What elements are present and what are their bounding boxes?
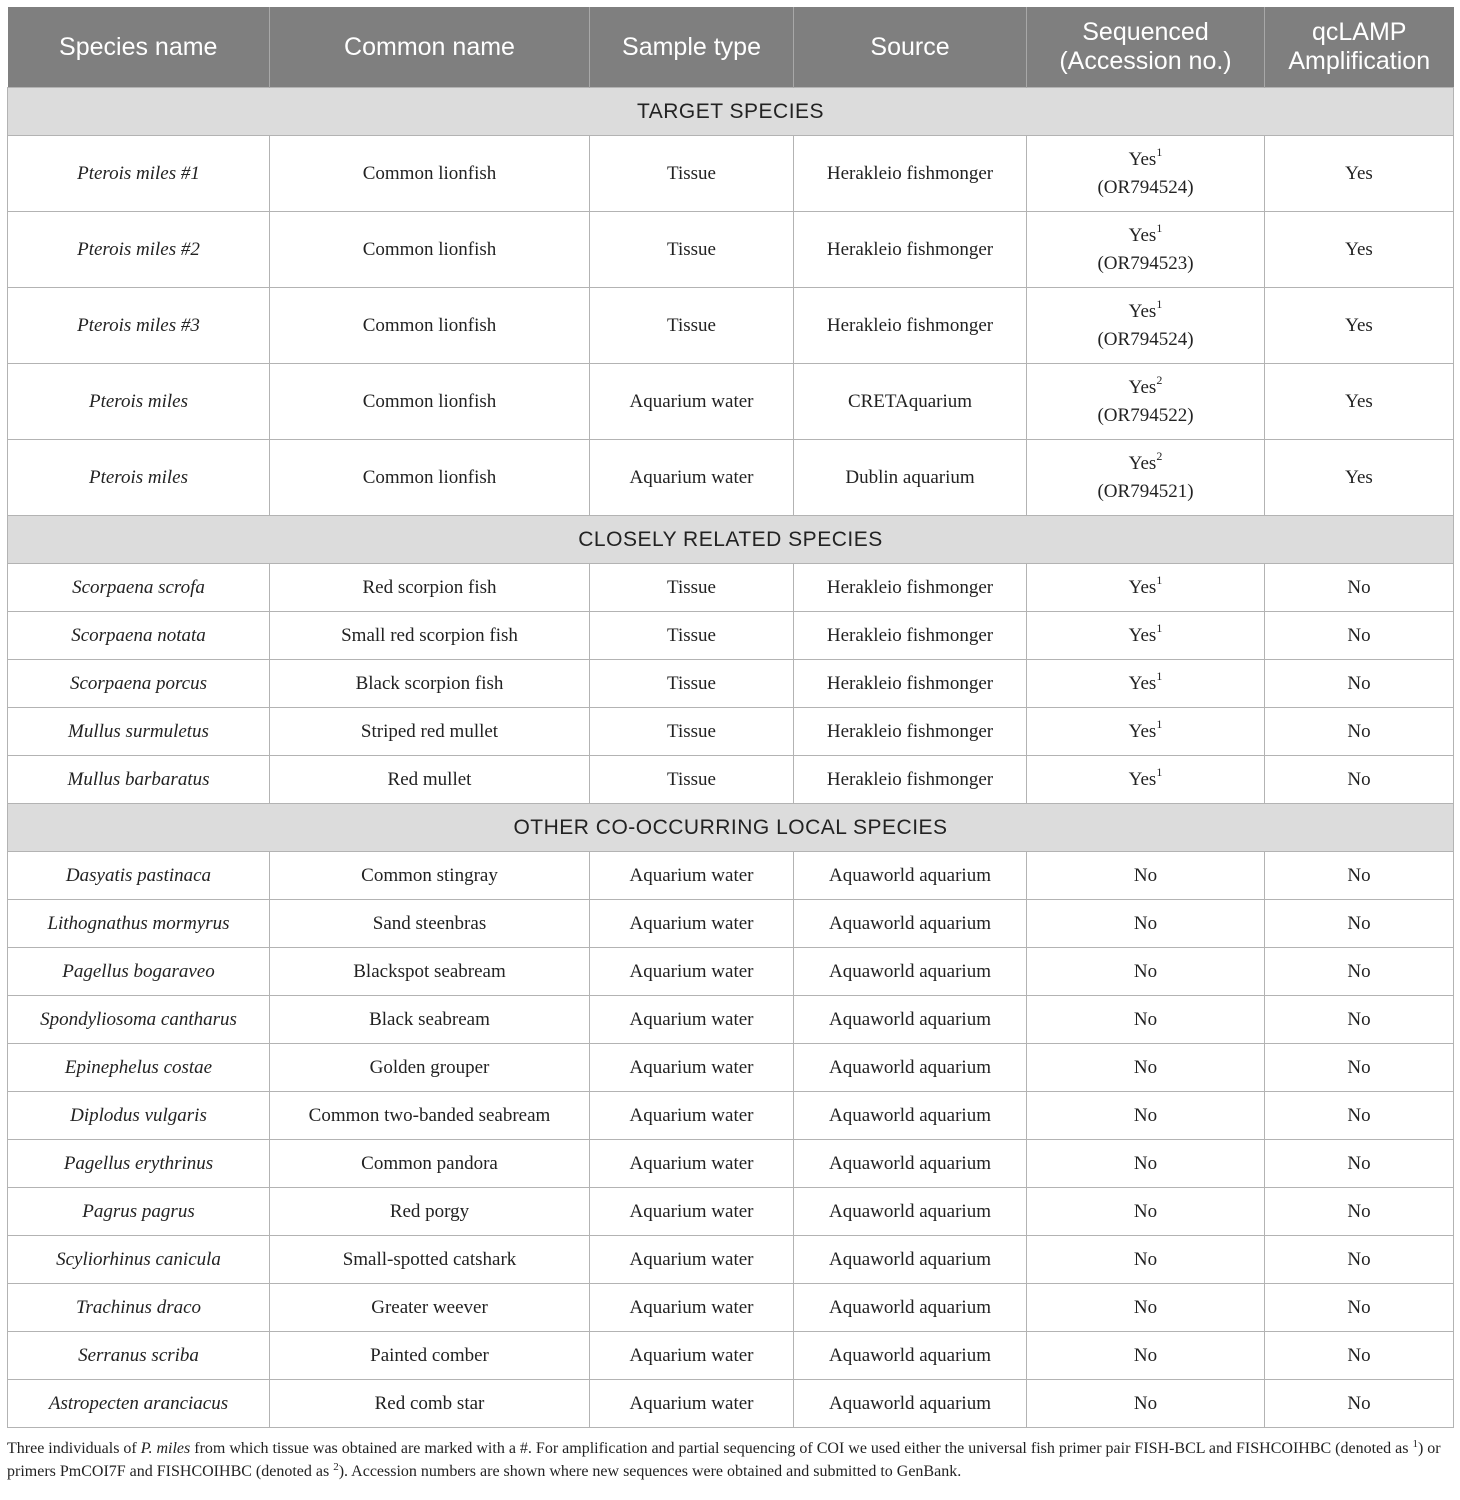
footnote-text-1: Three individuals of	[7, 1440, 141, 1457]
table-row	[8, 1044, 1454, 1092]
primer-superscript: 1	[1156, 668, 1163, 683]
source-cell: Herakleio fishmonger	[794, 212, 1027, 288]
sample-type-cell: Tissue	[590, 708, 794, 756]
source-cell: Herakleio fishmonger	[794, 708, 1027, 756]
sequenced-cell	[1027, 996, 1265, 1044]
amplification-cell: No	[1265, 1092, 1454, 1140]
common-name-cell: Black scorpion fish	[270, 660, 590, 708]
sequenced-value: Yes	[1128, 148, 1157, 170]
sequenced-value: No	[1133, 1248, 1158, 1270]
amplification-cell: No	[1265, 1284, 1454, 1332]
table-row	[8, 900, 1454, 948]
source-cell: Herakleio fishmonger	[794, 136, 1027, 212]
amplification-cell: No	[1265, 852, 1454, 900]
table-row	[8, 288, 1454, 364]
sequenced-cell	[1027, 948, 1265, 996]
sample-type-cell: Aquarium water	[590, 1236, 794, 1284]
primer-superscript: 1	[1156, 296, 1163, 311]
sequenced-cell	[1027, 212, 1265, 288]
species-name-cell: Pagrus pagrus	[8, 1188, 270, 1236]
accession-number: (OR794524)	[1097, 328, 1194, 350]
primer-superscript: 1	[1156, 764, 1163, 779]
sequenced-value: Yes	[1128, 376, 1157, 398]
sequenced-value: No	[1133, 1104, 1158, 1126]
header-sequenced: Sequenced (Accession no.)	[1027, 7, 1265, 88]
common-name-cell: Red porgy	[270, 1188, 590, 1236]
sequenced-cell	[1027, 612, 1265, 660]
source-cell: Aquaworld aquarium	[794, 996, 1027, 1044]
table-row	[8, 708, 1454, 756]
common-name-cell: Black seabream	[270, 996, 590, 1044]
common-name-cell: Golden grouper	[270, 1044, 590, 1092]
table-footnote	[7, 1437, 1457, 1483]
accession-number: (OR794521)	[1097, 480, 1194, 502]
sequenced-value: No	[1133, 960, 1158, 982]
sample-type-cell: Tissue	[590, 564, 794, 612]
amplification-cell: No	[1265, 1332, 1454, 1380]
sequenced-value: No	[1133, 864, 1158, 886]
sample-type-cell: Aquarium water	[590, 1380, 794, 1428]
source-cell: Aquaworld aquarium	[794, 1332, 1027, 1380]
source-cell: Aquaworld aquarium	[794, 1284, 1027, 1332]
common-name-cell: Painted comber	[270, 1332, 590, 1380]
sequenced-cell	[1027, 136, 1265, 212]
table-row	[8, 660, 1454, 708]
sample-type-cell: Aquarium water	[590, 900, 794, 948]
table-row	[8, 612, 1454, 660]
source-cell: Herakleio fishmonger	[794, 612, 1027, 660]
common-name-cell: Common lionfish	[270, 136, 590, 212]
table-row	[8, 564, 1454, 612]
species-name-cell: Scorpaena notata	[8, 612, 270, 660]
amplification-cell: No	[1265, 564, 1454, 612]
section-title: CLOSELY RELATED SPECIES	[8, 516, 1454, 564]
header-sample-type: Sample type	[590, 7, 794, 88]
species-name-cell: Epinephelus costae	[8, 1044, 270, 1092]
header-qclamp-amplification: qcLAMP Amplification	[1265, 7, 1454, 88]
species-name-cell: Dasyatis pastinaca	[8, 852, 270, 900]
sequenced-value: No	[1133, 1344, 1158, 1366]
accession-number: (OR794522)	[1097, 404, 1194, 426]
common-name-cell: Small-spotted catshark	[270, 1236, 590, 1284]
common-name-cell: Common two-banded seabream	[270, 1092, 590, 1140]
table-row	[8, 852, 1454, 900]
primer-superscript: 1	[1156, 144, 1163, 159]
source-cell: Aquaworld aquarium	[794, 900, 1027, 948]
sequenced-value: No	[1133, 1392, 1158, 1414]
section-title: TARGET SPECIES	[8, 88, 1454, 136]
amplification-cell: No	[1265, 1236, 1454, 1284]
table-row	[8, 1188, 1454, 1236]
sequenced-cell	[1027, 1236, 1265, 1284]
primer-superscript: 1	[1156, 572, 1163, 587]
common-name-cell: Common stingray	[270, 852, 590, 900]
sample-type-cell: Aquarium water	[590, 996, 794, 1044]
sample-type-cell: Aquarium water	[590, 948, 794, 996]
section-header-row	[8, 804, 1454, 852]
sample-type-cell: Aquarium water	[590, 364, 794, 440]
amplification-cell: No	[1265, 708, 1454, 756]
species-table	[7, 7, 1454, 1428]
sequenced-value: Yes	[1128, 452, 1157, 474]
table-row	[8, 1284, 1454, 1332]
common-name-cell: Small red scorpion fish	[270, 612, 590, 660]
amplification-cell: No	[1265, 1044, 1454, 1092]
section-header-row	[8, 516, 1454, 564]
amplification-cell: Yes	[1265, 212, 1454, 288]
source-cell: Herakleio fishmonger	[794, 660, 1027, 708]
header-common-name: Common name	[270, 7, 590, 88]
species-name-cell: Pterois miles	[8, 440, 270, 516]
source-cell: Aquaworld aquarium	[794, 1044, 1027, 1092]
amplification-cell: No	[1265, 948, 1454, 996]
sequenced-value: Yes	[1128, 300, 1157, 322]
sequenced-cell	[1027, 1188, 1265, 1236]
species-name-cell: Astropecten aranciacus	[8, 1380, 270, 1428]
primer-superscript: 1	[1156, 716, 1163, 731]
sequenced-value: Yes	[1128, 224, 1157, 246]
sequenced-cell	[1027, 440, 1265, 516]
species-name-cell: Scyliorhinus canicula	[8, 1236, 270, 1284]
sample-type-cell: Tissue	[590, 756, 794, 804]
table-row	[8, 364, 1454, 440]
amplification-cell: Yes	[1265, 288, 1454, 364]
common-name-cell: Greater weever	[270, 1284, 590, 1332]
source-cell: Aquaworld aquarium	[794, 1140, 1027, 1188]
sample-type-cell: Aquarium water	[590, 1332, 794, 1380]
sample-type-cell: Aquarium water	[590, 440, 794, 516]
accession-number: (OR794524)	[1097, 176, 1194, 198]
primer-superscript: 1	[1156, 620, 1163, 635]
amplification-cell: No	[1265, 612, 1454, 660]
table-row	[8, 948, 1454, 996]
species-name-cell: Spondyliosoma cantharus	[8, 996, 270, 1044]
accession-number: (OR794523)	[1097, 252, 1194, 274]
species-table-container	[7, 7, 1453, 1428]
common-name-cell: Red mullet	[270, 756, 590, 804]
source-cell: Herakleio fishmonger	[794, 288, 1027, 364]
source-cell: Aquaworld aquarium	[794, 1380, 1027, 1428]
species-name-cell: Pterois miles #1	[8, 136, 270, 212]
amplification-cell: No	[1265, 1188, 1454, 1236]
species-name-cell: Pagellus bogaraveo	[8, 948, 270, 996]
common-name-cell: Sand steenbras	[270, 900, 590, 948]
common-name-cell: Red comb star	[270, 1380, 590, 1428]
sequenced-value: No	[1133, 1152, 1158, 1174]
common-name-cell: Common lionfish	[270, 364, 590, 440]
sequenced-value: Yes	[1128, 672, 1157, 694]
primer-superscript: 2	[1156, 448, 1163, 463]
source-cell: Herakleio fishmonger	[794, 756, 1027, 804]
sequenced-value: Yes	[1128, 720, 1157, 742]
source-cell: Aquaworld aquarium	[794, 1236, 1027, 1284]
sequenced-cell	[1027, 564, 1265, 612]
common-name-cell: Common pandora	[270, 1140, 590, 1188]
amplification-cell: No	[1265, 996, 1454, 1044]
source-cell: Aquaworld aquarium	[794, 852, 1027, 900]
table-header-row	[8, 7, 1454, 88]
table-row	[8, 1236, 1454, 1284]
species-name-cell: Mullus barbaratus	[8, 756, 270, 804]
amplification-cell: No	[1265, 756, 1454, 804]
header-source: Source	[794, 7, 1027, 88]
sequenced-value: No	[1133, 912, 1158, 934]
table-row	[8, 1332, 1454, 1380]
table-row	[8, 212, 1454, 288]
source-cell: CRETAquarium	[794, 364, 1027, 440]
sequenced-value: No	[1133, 1056, 1158, 1078]
amplification-cell: No	[1265, 900, 1454, 948]
species-name-cell: Mullus surmuletus	[8, 708, 270, 756]
table-row	[8, 1380, 1454, 1428]
sample-type-cell: Aquarium water	[590, 1092, 794, 1140]
common-name-cell: Blackspot seabream	[270, 948, 590, 996]
source-cell: Dublin aquarium	[794, 440, 1027, 516]
sample-type-cell: Aquarium water	[590, 1140, 794, 1188]
footnote-text-3: ) or primers PmCOI7F and FISHCOIHBC (denoted as	[7, 1440, 1441, 1480]
sequenced-cell	[1027, 1092, 1265, 1140]
primer-superscript: 2	[1156, 372, 1163, 387]
footnote-sup-2: 2	[333, 1461, 339, 1473]
footnote-text-2: from which tissue was obtained are marked with a #. For amplification and partial sequencing of COI we used either the universal fish primer pair FISH-BCL and FISHCOIHBC (denoted as	[190, 1440, 1413, 1457]
sample-type-cell: Aquarium water	[590, 1044, 794, 1092]
sample-type-cell: Aquarium water	[590, 852, 794, 900]
sample-type-cell: Aquarium water	[590, 1188, 794, 1236]
sequenced-cell	[1027, 1284, 1265, 1332]
common-name-cell: Red scorpion fish	[270, 564, 590, 612]
amplification-cell: No	[1265, 1380, 1454, 1428]
sequenced-cell	[1027, 1044, 1265, 1092]
sequenced-cell	[1027, 1380, 1265, 1428]
amplification-cell: Yes	[1265, 440, 1454, 516]
sequenced-cell	[1027, 756, 1265, 804]
sequenced-cell	[1027, 660, 1265, 708]
sample-type-cell: Tissue	[590, 660, 794, 708]
sequenced-value: No	[1133, 1200, 1158, 1222]
sequenced-value: Yes	[1128, 624, 1157, 646]
species-name-cell: Diplodus vulgaris	[8, 1092, 270, 1140]
sequenced-value: No	[1133, 1008, 1158, 1030]
common-name-cell: Striped red mullet	[270, 708, 590, 756]
common-name-cell: Common lionfish	[270, 440, 590, 516]
sample-type-cell: Tissue	[590, 212, 794, 288]
table-row	[8, 996, 1454, 1044]
sequenced-value: Yes	[1128, 576, 1157, 598]
primer-superscript: 1	[1156, 220, 1163, 235]
footnote-species-abbrev: P. miles	[140, 1440, 191, 1457]
sequenced-cell	[1027, 288, 1265, 364]
species-name-cell: Trachinus draco	[8, 1284, 270, 1332]
sequenced-value: No	[1133, 1296, 1158, 1318]
source-cell: Aquaworld aquarium	[794, 1188, 1027, 1236]
sequenced-cell	[1027, 708, 1265, 756]
amplification-cell: No	[1265, 660, 1454, 708]
table-row	[8, 756, 1454, 804]
table-row	[8, 136, 1454, 212]
sequenced-value: Yes	[1128, 768, 1157, 790]
amplification-cell: Yes	[1265, 136, 1454, 212]
sequenced-cell	[1027, 852, 1265, 900]
table-row	[8, 1092, 1454, 1140]
section-header-row	[8, 88, 1454, 136]
species-name-cell: Lithognathus mormyrus	[8, 900, 270, 948]
source-cell: Aquaworld aquarium	[794, 948, 1027, 996]
species-name-cell: Pagellus erythrinus	[8, 1140, 270, 1188]
amplification-cell: No	[1265, 1140, 1454, 1188]
sample-type-cell: Tissue	[590, 612, 794, 660]
header-species-name: Species name	[8, 7, 270, 88]
sample-type-cell: Tissue	[590, 288, 794, 364]
sequenced-cell	[1027, 1332, 1265, 1380]
sequenced-cell	[1027, 900, 1265, 948]
table-body	[8, 88, 1454, 1428]
sequenced-cell	[1027, 364, 1265, 440]
footnote-text-4: ). Accession numbers are shown where new sequences were obtained and submitted to GenBank.	[338, 1463, 962, 1480]
footnote-sup-1: 1	[1412, 1438, 1418, 1450]
species-name-cell: Pterois miles #3	[8, 288, 270, 364]
sequenced-cell	[1027, 1140, 1265, 1188]
common-name-cell: Common lionfish	[270, 288, 590, 364]
species-name-cell: Serranus scriba	[8, 1332, 270, 1380]
sample-type-cell: Aquarium water	[590, 1284, 794, 1332]
table-row	[8, 440, 1454, 516]
sample-type-cell: Tissue	[590, 136, 794, 212]
section-title: OTHER CO-OCCURRING LOCAL SPECIES	[8, 804, 1454, 852]
species-name-cell: Scorpaena scrofa	[8, 564, 270, 612]
species-name-cell: Pterois miles	[8, 364, 270, 440]
amplification-cell: Yes	[1265, 364, 1454, 440]
table-row	[8, 1140, 1454, 1188]
common-name-cell: Common lionfish	[270, 212, 590, 288]
source-cell: Herakleio fishmonger	[794, 564, 1027, 612]
species-name-cell: Scorpaena porcus	[8, 660, 270, 708]
species-name-cell: Pterois miles #2	[8, 212, 270, 288]
source-cell: Aquaworld aquarium	[794, 1092, 1027, 1140]
